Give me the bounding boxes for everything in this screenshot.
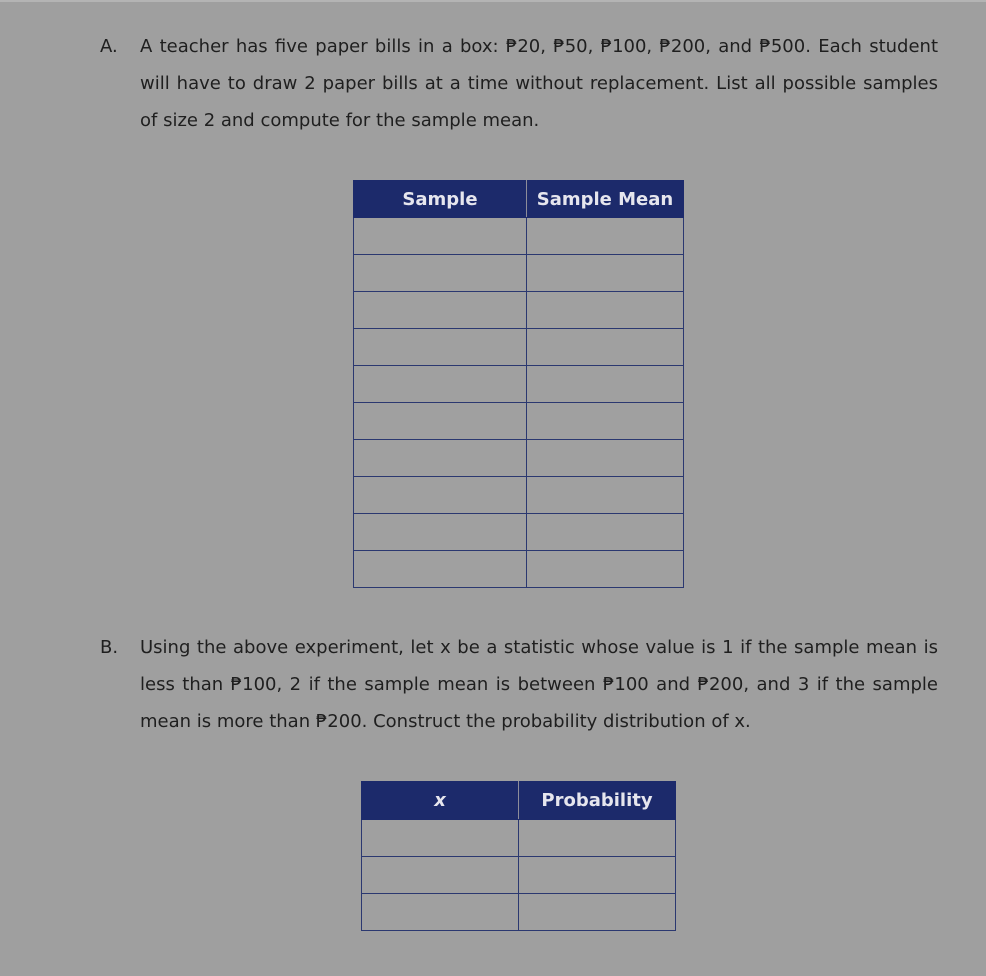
sample-table-header-row <box>354 181 684 218</box>
question-b-text: Using the above experiment, let x be a statistic whose value is 1 if the sample mean is less than ₱100, 2 if the sample mean is between ₱100 and ₱200, and 3 if the sample mean is more than ₱200. Construct the probability distribution of x. <box>140 637 938 732</box>
sample-table-cell[interactable] <box>354 292 527 329</box>
question-b <box>100 629 940 744</box>
sample-table-cell[interactable] <box>527 255 684 292</box>
question-a <box>100 28 940 143</box>
sample-table-cell[interactable] <box>527 292 684 329</box>
probability-table-row <box>362 857 676 894</box>
probability-table-cell[interactable] <box>362 894 519 931</box>
sample-table-row <box>354 403 684 440</box>
sample-table-cell[interactable] <box>527 366 684 403</box>
probability-table-row <box>362 820 676 857</box>
probability-table-cell[interactable] <box>519 894 676 931</box>
sample-column-header: Sample <box>354 181 527 218</box>
probability-table-cell[interactable] <box>362 857 519 894</box>
probability-column-header: Probability <box>519 782 676 820</box>
probability-table-cell[interactable] <box>362 820 519 857</box>
sample-table-row <box>354 514 684 551</box>
sample-table-row <box>354 551 684 588</box>
x-column-header: x <box>362 782 519 820</box>
probability-table-cell[interactable] <box>519 857 676 894</box>
sample-table-row <box>354 255 684 292</box>
sample-table-cell[interactable] <box>527 329 684 366</box>
question-a-text: A teacher has five paper bills in a box: ₱20, ₱50, ₱100, ₱200, and ₱500. Each student will have to draw 2 paper bills at a time without replacement. List all possible samples of size 2 and compute for the sample mean. <box>140 36 938 131</box>
sample-table-row <box>354 440 684 477</box>
sample-table-cell[interactable] <box>354 255 527 292</box>
sample-table-cell[interactable] <box>354 329 527 366</box>
sample-table-cell[interactable] <box>527 514 684 551</box>
top-rule <box>0 0 986 2</box>
sample-table-cell[interactable] <box>354 551 527 588</box>
sample-table-cell[interactable] <box>354 477 527 514</box>
sample-table-cell[interactable] <box>527 403 684 440</box>
sample-table-row <box>354 292 684 329</box>
probability-table-cell[interactable] <box>519 820 676 857</box>
probability-table-row <box>362 894 676 931</box>
sample-table-cell[interactable] <box>354 366 527 403</box>
probability-table <box>361 781 676 931</box>
sample-table-cell[interactable] <box>354 403 527 440</box>
sample-table-row <box>354 366 684 403</box>
probability-table-header-row <box>362 782 676 820</box>
sample-table-row <box>354 218 684 255</box>
sample-table-cell[interactable] <box>527 551 684 588</box>
sample-table-cell[interactable] <box>354 514 527 551</box>
sample-table-cell[interactable] <box>527 218 684 255</box>
question-b-label: B. <box>100 637 119 658</box>
sample-table-row <box>354 329 684 366</box>
sample-table-cell[interactable] <box>354 440 527 477</box>
question-a-label: A. <box>100 36 118 57</box>
sample-table-cell[interactable] <box>527 477 684 514</box>
sample-mean-column-header: Sample Mean <box>527 181 684 218</box>
sample-table-cell[interactable] <box>354 218 527 255</box>
sample-table-row <box>354 477 684 514</box>
sample-table <box>353 180 684 588</box>
sample-table-cell[interactable] <box>527 440 684 477</box>
